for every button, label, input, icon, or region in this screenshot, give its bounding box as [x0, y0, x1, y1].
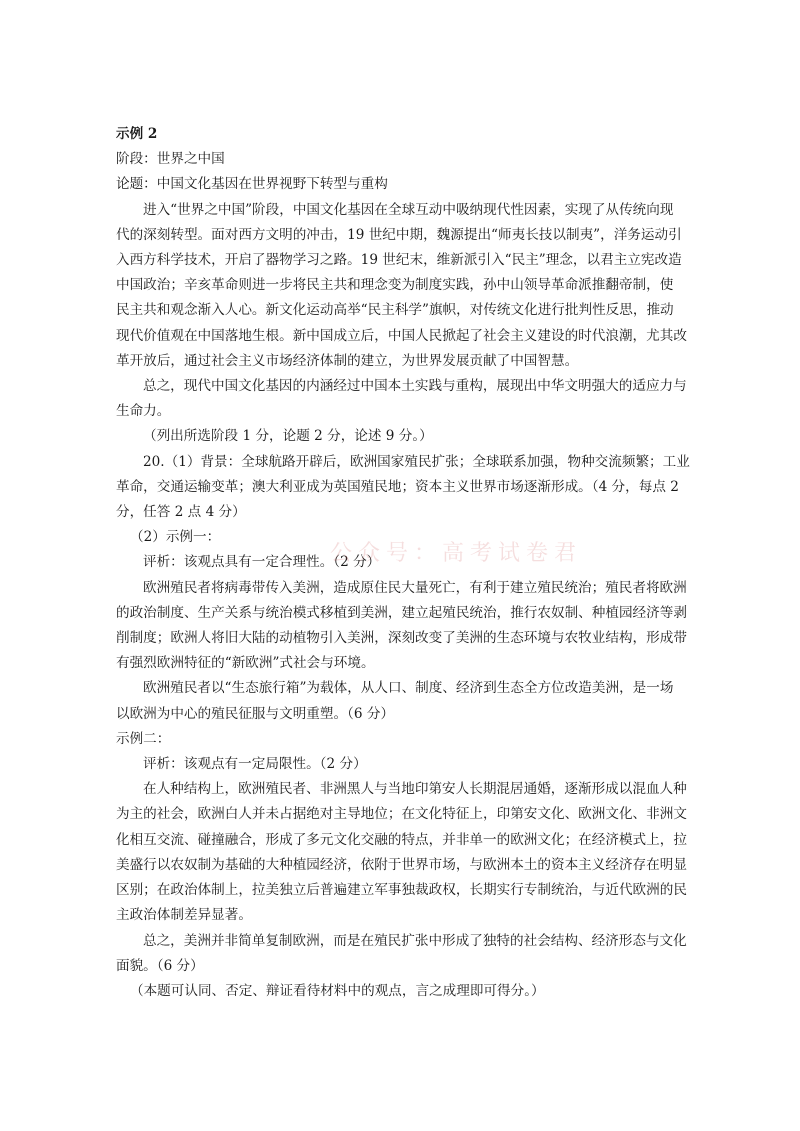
scoring-note: （列出所选阶段 1 分，论题 2 分，论述 9 分。） [143, 428, 433, 445]
example-one-heading: （2）示例一： [130, 529, 221, 546]
paragraph-line: 生命力。 [116, 403, 171, 420]
evaluation-line: 评析：该观点具有一定合理性。（2 分） [143, 554, 381, 571]
paragraph-line: 进入“世界之中国”阶段，中国文化基因在全球互动中吸纳现代性因素，实现了从传统向现 [143, 201, 674, 218]
paragraph-line: 代的深刻转型。面对西方文明的冲击，19 世纪中期，魏源提出“师夷长技以制夷”，洋务运动引 [116, 226, 682, 243]
paragraph-line: 入西方科学技术，开启了器物学习之路。19 世纪末，维新派引入“民主”理念，以君主立宪改造 [116, 252, 682, 269]
watermark: 公众号：高考试卷君 [330, 541, 583, 566]
paragraph-line: 削制度；欧洲人将旧大陆的动植物引入美洲，深刻改变了美洲的生态环境与农牧业结构，形成带 [116, 630, 687, 647]
question-20-line: 20.（1）背景：全球航路开辟后，欧洲国家殖民扩张；全球联系加强，物种交流频繁；工业 [143, 453, 690, 470]
example-heading: 示例 2 [116, 126, 158, 142]
paragraph-line: 面貌。（6 分） [116, 957, 204, 974]
paragraph-line: 现代价值观在中国落地生根。新中国成立后，中国人民掀起了社会主义建设的时代浪潮，尤其改 [116, 327, 687, 344]
thesis-line: 论题：中国文化基因在世界视野下转型与重构 [116, 176, 388, 193]
paragraph-line: 区别；在政治体制上，拉美独立后普遍建立军事独裁政权，长期实行专制统治，与近代欧洲的民 [116, 882, 687, 899]
paragraph-line: 革命，交通运输变革；澳大利亚成为英国殖民地；资本主义世界市场逐渐形成。（4 分，每点 2 [116, 478, 679, 495]
paragraph-line: 主政治体制差异显著。 [116, 907, 252, 924]
paragraph-line: 在人种结构上，欧洲殖民者、非洲黑人与当地印第安人长期混居通婚，逐渐形成以混血人种 [143, 781, 687, 798]
document-page [116, 122, 700, 1004]
paragraph-line: 总之，美洲并非简单复制欧洲，而是在殖民扩张中形成了独特的社会结构、经济形态与文化 [143, 932, 687, 949]
paragraph-line: 欧洲殖民者将病毒带传入美洲，造成原住民大量死亡，有利于建立殖民统治；殖民者将欧洲 [143, 579, 687, 596]
stage-line: 阶段：世界之中国 [116, 151, 225, 168]
example-two-heading: 示例二： [116, 730, 171, 747]
paragraph-line: 民主共和观念渐入人心。新文化运动高举“民主科学”旗帜，对传统文化进行批判性反思，推动 [116, 302, 674, 319]
paragraph-line: 以欧洲为中心的殖民征服与文明重塑。（6 分） [116, 705, 395, 722]
evaluation-line: 评析：该观点有一定局限性。（2 分） [143, 756, 367, 773]
paragraph-line: 有强烈欧洲特征的“新欧洲”式社会与环境。 [116, 655, 375, 672]
paragraph-line: 为主的社会，欧洲白人并未占据绝对主导地位；在文化特征上，印第安文化、欧洲文化、非洲文 [116, 806, 687, 823]
paragraph-line: 革开放后，通过社会主义市场经济体制的建立，为世界发展贡献了中国智慧。 [116, 352, 579, 369]
paragraph-line: 化相互交流、碰撞融合，形成了多元文化交融的特点，并非单一的欧洲文化；在经济模式上，拉 [116, 831, 687, 848]
paragraph-line: 的政治制度、生产关系与统治模式移植到美洲，建立起殖民统治，推行农奴制、种植园经济等剥 [116, 604, 687, 621]
closing-note: （本题可认同、否定、辩证看待材料中的观点，言之成理即可得分。） [130, 982, 545, 999]
paragraph-line: 分，任答 2 点 4 分） [116, 504, 246, 521]
paragraph-line: 中国政治；辛亥革命则进一步将民主共和理念变为制度实践，孙中山领导革命派推翻帝制，使 [116, 277, 674, 294]
paragraph-line: 美盛行以农奴制为基础的大种植园经济，依附于世界市场，与欧洲本土的资本主义经济存在明显 [116, 856, 687, 873]
paragraph-line: 总之，现代中国文化基因的内涵经过中国本土实践与重构，展现出中华文明强大的适应力与 [143, 378, 687, 395]
paragraph-line: 欧洲殖民者以“生态旅行箱”为载体，从人口、制度、经济到生态全方位改造美洲，是一场 [143, 680, 674, 697]
